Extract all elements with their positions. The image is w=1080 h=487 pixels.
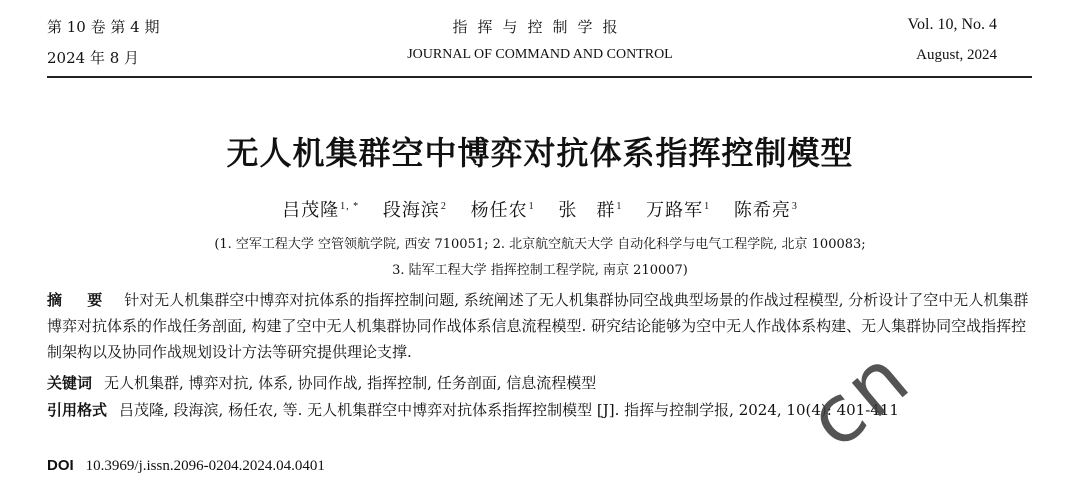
- author-list: [0, 196, 1080, 222]
- volume-issue: 第 10 卷 第 4 期: [47, 18, 160, 36]
- author-name: 万路军: [646, 200, 704, 221]
- citation-text: 吕茂隆, 段海滨, 杨任农, 等. 无人机集群空中博弈对抗体系指挥控制模型 [J]. 指挥与控制学报, 2024, 10(4): 401-411: [119, 401, 899, 419]
- doi-label: DOI: [47, 457, 74, 474]
- journal-name-en: JOURNAL OF COMMAND AND CONTROL: [407, 47, 673, 62]
- author: [734, 200, 798, 221]
- journal-name-cn: 指挥与控制学报: [452, 18, 628, 36]
- abstract-label: 摘 要: [47, 291, 113, 309]
- affiliation-line-2: 3. 陆军工程大学 指挥控制工程学院, 南京 210007): [392, 263, 688, 278]
- issue-date-en: August, 2024: [916, 47, 997, 63]
- volume-issue-en: Vol. 10, No. 4: [907, 16, 997, 33]
- author-name: 段海滨: [382, 200, 440, 221]
- author-affiliation-mark: 1: [528, 201, 535, 212]
- author-name: 杨任农: [470, 200, 528, 221]
- author-name: 陈希亮: [733, 200, 791, 221]
- keywords-label: 关键词: [47, 374, 93, 392]
- author: [282, 200, 359, 221]
- author-affiliation-mark: 2: [440, 201, 447, 212]
- author-name: 吕茂隆: [282, 200, 340, 221]
- header-rule: [47, 76, 1032, 78]
- author: [646, 200, 710, 221]
- author-affiliation-mark: 1: [616, 201, 623, 212]
- paper-title: 无人机集群空中博弈对抗体系指挥控制模型: [226, 134, 854, 172]
- citation-label: 引用格式: [47, 401, 108, 419]
- watermark: cn: [790, 328, 929, 467]
- author: [558, 200, 622, 221]
- author: [471, 200, 535, 221]
- author: [383, 200, 447, 221]
- author-name: 张 群: [558, 200, 616, 221]
- doi: [47, 453, 1037, 479]
- issue-date-cn: 2024 年 8 月: [47, 49, 140, 67]
- abstract-text: 针对无人机集群空中博弈对抗体系的指挥控制问题, 系统阐述了无人机集群协同空战典型场景的作战过程模型, 分析设计了空中无人机集群博弈对抗体系的作战任务剖面, 构建了空中无人机集群协同作战体系信息流程模型. 研究结论能够为空中无人作战体系构建、无人集群协同空战指挥控制架构以及协同作战规划设计方法等研究提供理论支撑.: [47, 291, 1029, 361]
- author-affiliation-mark: 1: [704, 201, 711, 212]
- author-affiliation-mark: 1, *: [340, 201, 360, 212]
- doi-link[interactable]: 10.3969/j.issn.2096-0204.2024.04.0401: [85, 458, 325, 474]
- affiliation-line-1: (1. 空军工程大学 空管领航学院, 西安 710051; 2. 北京航空航天大学 自动化科学与电气工程学院, 北京 100083;: [214, 237, 866, 252]
- author-affiliation-mark: 3: [791, 201, 798, 212]
- keywords-text: 无人机集群, 博弈对抗, 体系, 协同作战, 指挥控制, 任务剖面, 信息流程模型: [104, 374, 597, 392]
